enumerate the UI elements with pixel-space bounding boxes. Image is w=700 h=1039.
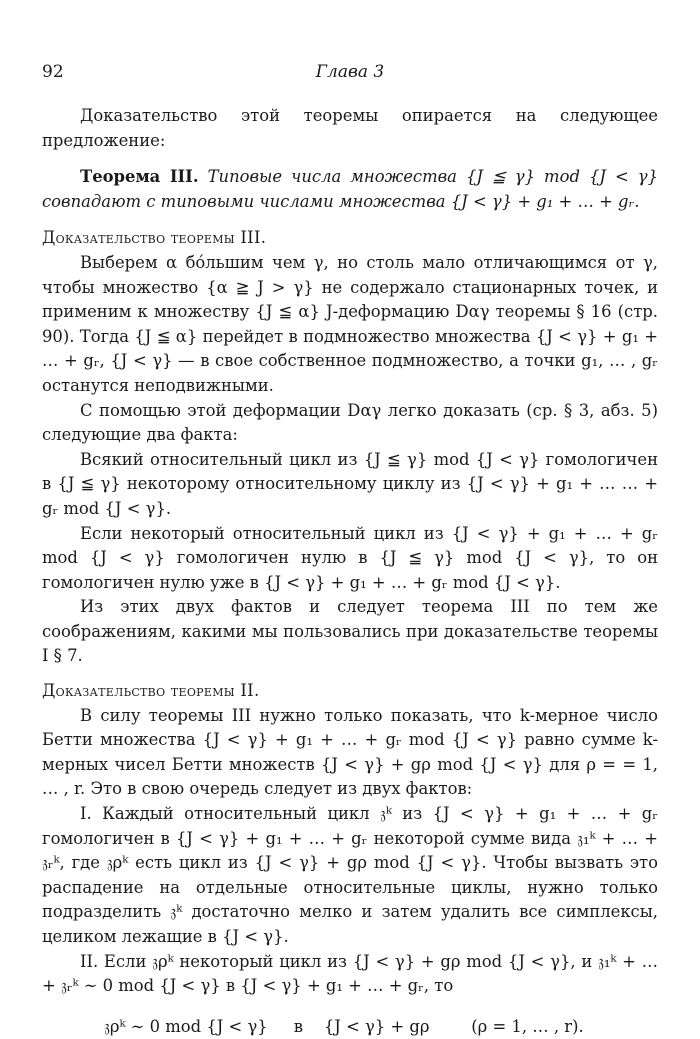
proof-theorem-2-heading: Доказательство теоремы II. — [42, 681, 260, 701]
paragraph: Если некоторый относительный цикл из {J < γ} + g₁ + … + gᵣ mod {J < γ} гомологичен нулю в {J ≦ γ} mod {J < γ}, то он гомологичен нулю уже в {J < γ} + g₁ + … + gᵣ mod {J < γ}. — [42, 523, 658, 592]
page-number: 92 — [42, 62, 64, 82]
paragraph: Выберем α бо́льшим чем γ, но столь мало отличающимся от γ, чтобы множество {α ≧ J > γ} не содержало стационарных точек, и применим к множеству {J ≦ α} J-деформацию Dαγ теоремы § 16 (стр. 90). Тогда {J ≦ α} перейдет в подмножество множества {J < γ} + g₁ + … + gᵣ, {J < γ} — в свое собственное подмножество, а точки g₁, … , gᵣ останутся неподвижными. — [42, 252, 658, 395]
theorem-name: Теорема III. — [80, 167, 199, 187]
theorem-statement — [42, 165, 658, 214]
paragraph: С помощью этой деформации Dαγ легко доказать (ср. § 3, абз. 5) следующие два факта: — [42, 400, 658, 445]
formula-right: {J < γ} + gρ — [323, 1016, 430, 1036]
running-title: Глава 3 — [315, 62, 385, 82]
paragraph: Из этих двух фактов и следует теорема III по тем же соображениям, какими мы пользовались при доказательстве теоремы I § 7. — [42, 597, 658, 666]
proof-theorem-3-heading: Доказательство теоремы III. — [42, 228, 267, 248]
paragraph: В силу теоремы III нужно только показать, что k-мерное число Бетти множества {J < γ} + g₁ + … + gᵣ mod {J < γ} равно сумме k-мерных чисел Бетти множеств {J < γ} + gρ mod {J < γ} для ρ = = 1, … , r. Это в свою очередь следует из двух фактов: — [42, 705, 658, 799]
display-formula — [42, 1015, 658, 1039]
paragraph: Всякий относительный цикл из {J ≦ γ} mod {J < γ} гомологичен в {J ≦ γ} некоторому относительному циклу из {J < γ} + g₁ + … … + gᵣ mod {J < γ}. — [42, 449, 658, 518]
theorem-text: Типовые числа множества {J ≦ γ} mod {J < γ} совпадают с типовыми числами множества {J < γ} + g₁ + … + gᵣ. — [42, 167, 659, 211]
paragraph: II. Если 𝔷ρᵏ некоторый цикл из {J < γ} + gρ mod {J < γ}, и 𝔷₁ᵏ + … + 𝔷ᵣᵏ ∼ 0 mod {J < γ} в {J < γ} + g₁ + … + gᵣ, то — [42, 951, 658, 996]
formula-left: 𝔷ρᵏ ∼ 0 mod {J < γ} — [104, 1016, 268, 1036]
page-header — [42, 62, 658, 86]
page-body — [42, 104, 658, 1039]
formula-middle: в — [293, 1016, 304, 1036]
formula-condition: (ρ = 1, … , r). — [471, 1016, 584, 1036]
paragraph: I. Каждый относительный цикл 𝔷ᵏ из {J < γ} + g₁ + … + gᵣ гомологичен в {J < γ} + g₁ + … + gᵣ некоторой сумме вида 𝔷₁ᵏ + … + 𝔷ᵣᵏ, где 𝔷ρᵏ есть цикл из {J < γ} + gρ mod {J < γ}. Чтобы вызвать это распадение на отдельные относительные циклы, нужно только подразделить 𝔷ᵏ достаточно мелко и затем удалить все симплексы, целиком лежащие в {J < γ}. — [42, 804, 658, 946]
intro-paragraph: Доказательство этой теоремы опирается на следующее предложение: — [42, 106, 658, 150]
